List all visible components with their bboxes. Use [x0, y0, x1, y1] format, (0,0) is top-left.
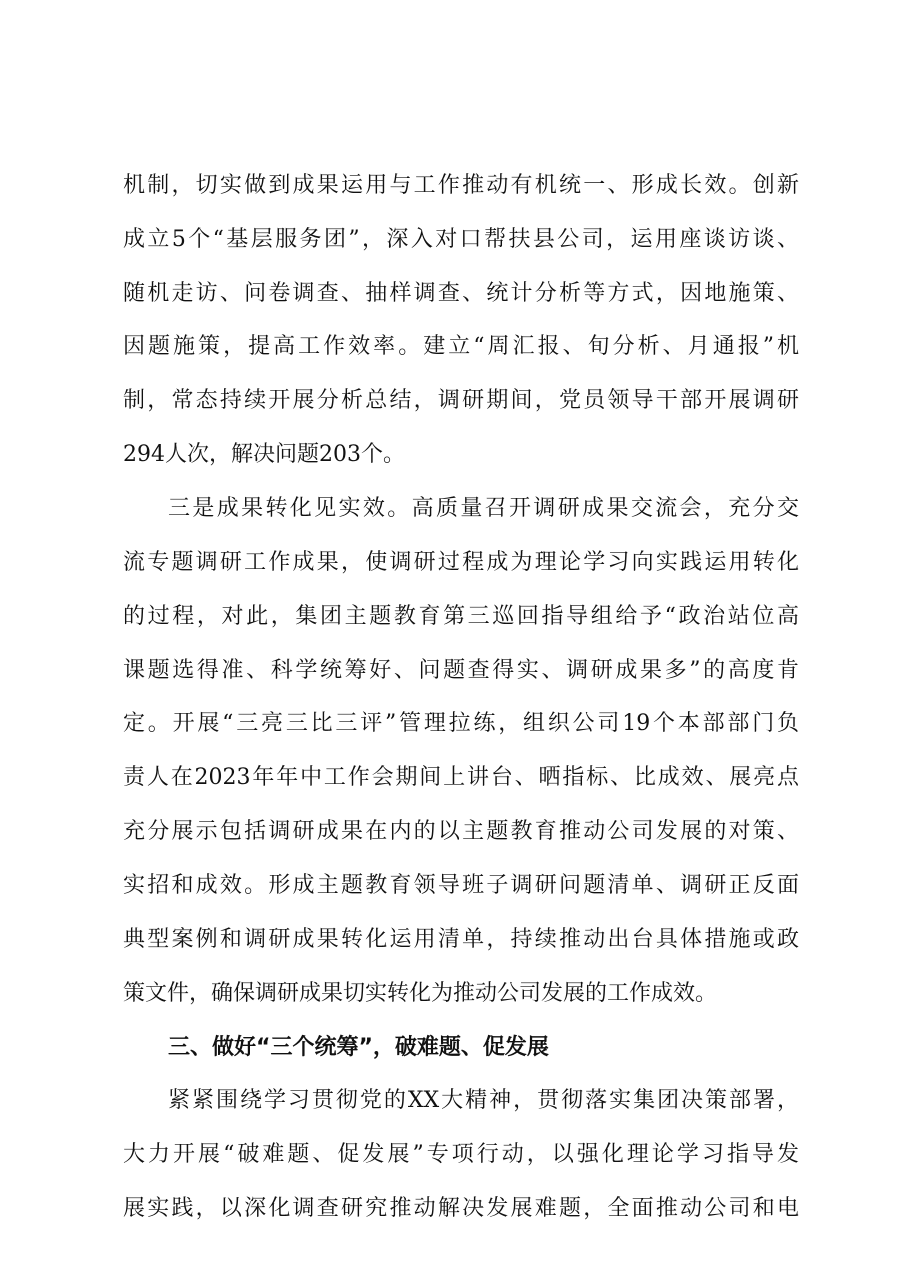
paragraph-line: 实招和成效。形成主题教育领导班子调研问题清单、调研正反面 [123, 873, 799, 898]
paragraph-line: 展实践，以深化调查研究推动解决发展难题，全面推动公司和电 [123, 1196, 799, 1221]
paragraph-line: 成立5个“基层服务团”，深入对口帮扶县公司，运用座谈访谈、 [123, 227, 799, 252]
paragraph-line: 因题施策，提高工作效率。建立“周汇报、旬分析、月通报”机 [123, 334, 799, 359]
paragraph-line: 典型案例和调研成果转化运用清单，持续推动出台具体措施或政 [123, 927, 799, 952]
paragraph-line: 流专题调研工作成果，使调研过程成为理论学习向实践运用转化 [123, 550, 799, 575]
paragraph-line: 大力开展“破难题、促发展”专项行动，以强化理论学习指导发 [123, 1142, 799, 1167]
paragraph-line: 三是成果转化见实效。高质量召开调研成果交流会，充分交 [168, 496, 799, 521]
paragraph-line: 随机走访、问卷调查、抽样调查、统计分析等方式，因地施策、 [123, 281, 799, 306]
paragraph-line: 294人次，解决问题203个。 [123, 442, 405, 467]
section-heading: 三、做好“三个统筹”，破难题、促发展 [168, 1035, 549, 1060]
paragraph-line: 策文件，确保调研成果切实转化为推动公司发展的工作成效。 [123, 981, 718, 1006]
paragraph-line: 的过程，对此，集团主题教育第三巡回指导组给予“政治站位高 [123, 604, 799, 629]
paragraph-line: 制，常态持续开展分析总结，调研期间，党员领导干部开展调研 [123, 388, 799, 413]
paragraph-line: 课题选得准、科学统筹好、问题查得实、调研成果多”的高度肯 [123, 658, 799, 683]
paragraph-line: 定。开展“三亮三比三评”管理拉练，组织公司19个本部部门负 [123, 711, 799, 736]
paragraph-line: 紧紧围绕学习贯彻党的XX大精神，贯彻落实集团决策部署， [168, 1088, 799, 1113]
paragraph-line: 充分展示包括调研成果在内的以主题教育推动公司发展的对策、 [123, 819, 799, 844]
paragraph-line: 责人在2023年年中工作会期间上讲台、晒指标、比成效、展亮点 [123, 765, 799, 790]
paragraph-line: 机制，切实做到成果运用与工作推动有机统一、形成长效。创新 [123, 173, 799, 198]
